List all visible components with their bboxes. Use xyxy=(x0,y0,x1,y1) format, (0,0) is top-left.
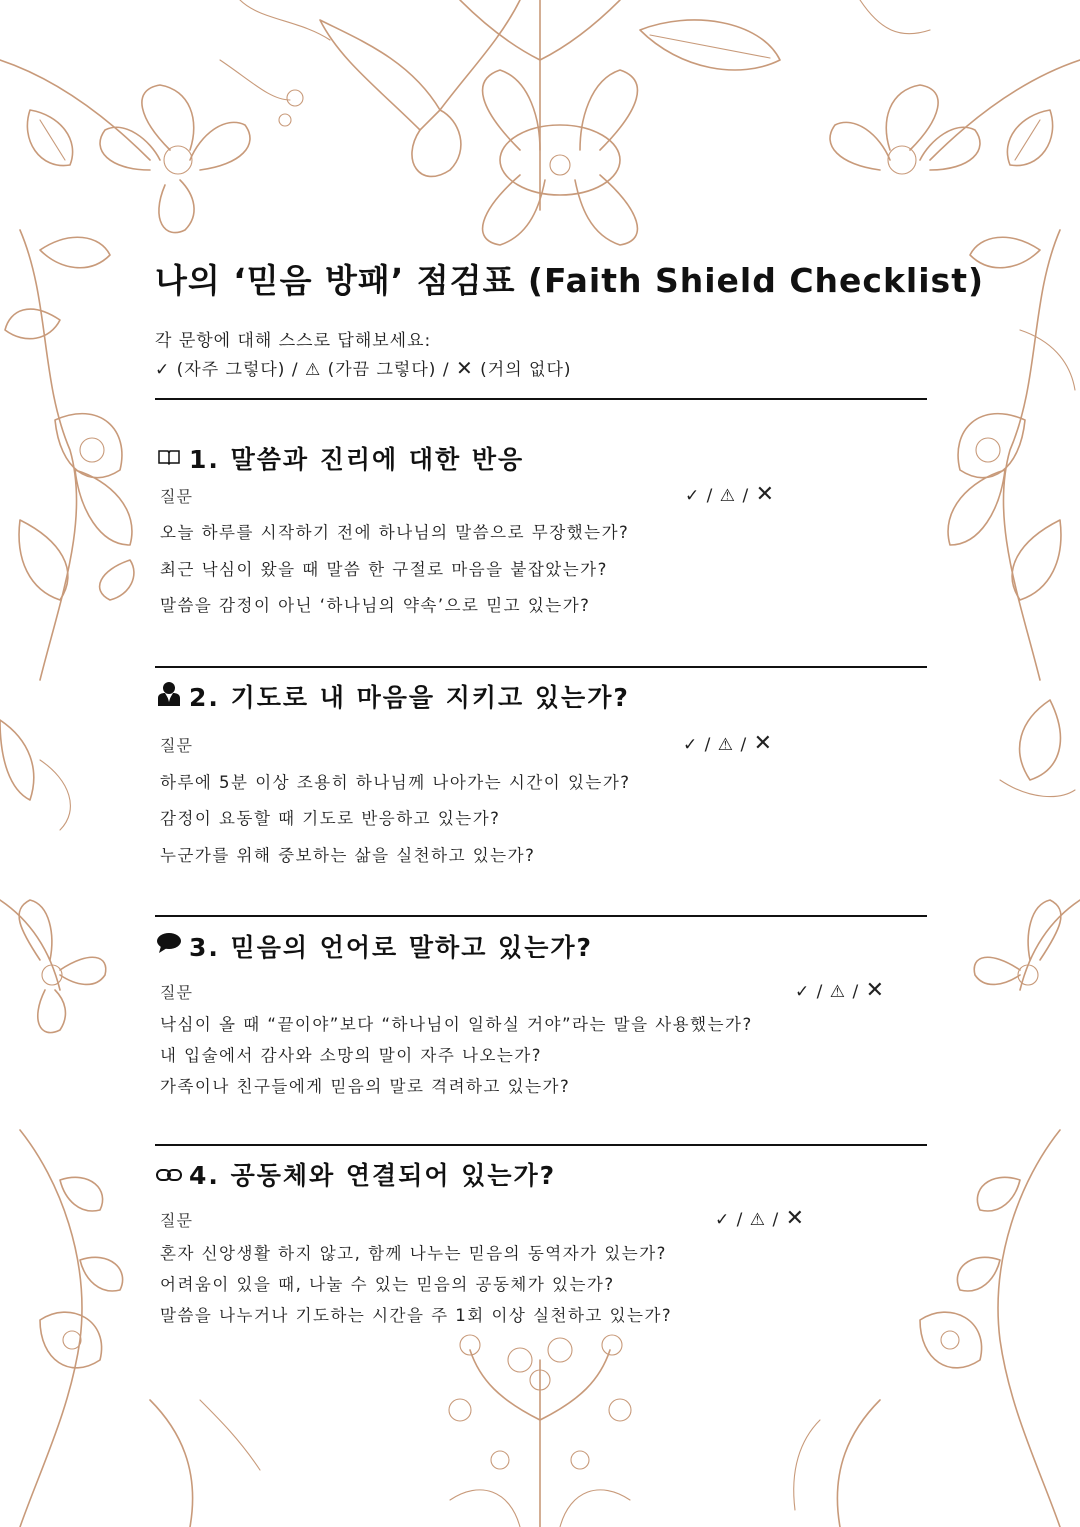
question-item: 혼자 신앙생활 하지 않고, 함께 나누는 믿음의 동역자가 있는가? xyxy=(160,1244,667,1263)
right-vine xyxy=(948,230,1075,797)
question-column-label: 질문 xyxy=(160,1211,193,1230)
top-right-flower xyxy=(830,0,1080,174)
praying-person-icon xyxy=(155,680,183,712)
question-item: 누군가를 위해 중보하는 삶을 실천하고 있는가? xyxy=(160,846,536,865)
answer-scale: ✓ / ⚠ / ✕ xyxy=(685,482,776,507)
question-column-label: 질문 xyxy=(160,983,193,1002)
check-icon: ✓ xyxy=(795,982,811,1002)
section-heading: 4. 공동체와 연결되어 있는가? xyxy=(155,1156,556,1192)
answer-scale: ✓ / ⚠ / ✕ xyxy=(795,978,886,1003)
question-item: 최근 낙심이 왔을 때 말씀 한 구절로 마음을 붙잡았는가? xyxy=(160,560,608,579)
x-mark-icon: ✕ xyxy=(755,482,776,507)
x-mark-icon: ✕ xyxy=(785,1206,806,1231)
left-vine xyxy=(0,230,134,830)
divider xyxy=(155,666,927,668)
divider xyxy=(155,398,927,400)
answer-legend xyxy=(155,355,572,380)
question-item: 말씀을 나누거나 기도하는 시간을 주 1회 이상 실천하고 있는가? xyxy=(160,1306,673,1325)
question-column-label: 질문 xyxy=(160,736,193,755)
legend-rarely: (거의 없다) xyxy=(480,360,572,380)
speech-bubble-icon xyxy=(155,932,183,960)
question-item: 하루에 5분 이상 조용히 하나님께 나아가는 시간이 있는가? xyxy=(160,773,631,792)
bottom-flower-cluster xyxy=(449,1335,631,1527)
question-item: 가족이나 친구들에게 믿음의 말로 격려하고 있는가? xyxy=(160,1077,571,1096)
question-item: 어려움이 있을 때, 나눌 수 있는 믿음의 공동체가 있는가? xyxy=(160,1275,615,1294)
open-book-icon xyxy=(155,446,183,471)
question-item: 감정이 요동할 때 기도로 반응하고 있는가? xyxy=(160,809,501,828)
warning-icon: ⚠ xyxy=(717,735,735,755)
question-item: 낙심이 올 때 “끝이야”보다 “하나님이 일하실 거야”라는 말을 사용했는가? xyxy=(160,1015,753,1034)
divider xyxy=(155,915,927,917)
check-icon: ✓ xyxy=(683,735,699,755)
lower-left-flowers xyxy=(0,900,260,1527)
section-heading: 2. 기도로 내 마음을 지키고 있는가? xyxy=(155,678,630,714)
question-item: 내 입술에서 감사와 소망의 말이 자주 나오는가? xyxy=(160,1046,543,1065)
question-column-label: 질문 xyxy=(160,487,193,506)
warning-icon: ⚠ xyxy=(749,1210,767,1230)
legend-separator: / xyxy=(442,360,450,380)
warning-icon: ⚠ xyxy=(829,982,847,1002)
x-mark-icon: ✕ xyxy=(865,978,886,1003)
page-title: 나의 ‘믿음 방패’ 점검표 (Faith Shield Checklist) xyxy=(155,261,985,300)
legend-sometimes: ⚠ (가끔 그렇다) xyxy=(304,360,437,380)
section-heading: 3. 믿음의 언어로 말하고 있는가? xyxy=(155,928,593,964)
top-flower-cluster xyxy=(240,0,780,245)
question-item: 오늘 하루를 시작하기 전에 하나님의 말씀으로 무장했는가? xyxy=(160,523,630,542)
check-icon: ✓ xyxy=(685,486,701,506)
legend-often: ✓ (자주 그렇다) xyxy=(155,360,286,380)
legend-separator: / xyxy=(291,360,299,380)
top-left-flower xyxy=(0,60,303,233)
question-item: 말씀을 감정이 아닌 ‘하나님의 약속’으로 믿고 있는가? xyxy=(160,596,591,615)
divider xyxy=(155,1144,927,1146)
link-icon xyxy=(155,1162,183,1187)
section-heading: 1. 말씀과 진리에 대한 반응 xyxy=(155,440,524,476)
answer-scale: ✓ / ⚠ / ✕ xyxy=(715,1206,806,1231)
answer-scale: ✓ / ⚠ / ✕ xyxy=(683,731,774,756)
warning-icon: ⚠ xyxy=(719,486,737,506)
check-icon: ✓ xyxy=(715,1210,731,1230)
x-mark-icon: ✕ xyxy=(753,731,774,756)
instruction-text: 각 문항에 대해 스스로 답해보세요: xyxy=(155,331,432,351)
legend-rarely-mark: ✕ xyxy=(455,356,474,380)
